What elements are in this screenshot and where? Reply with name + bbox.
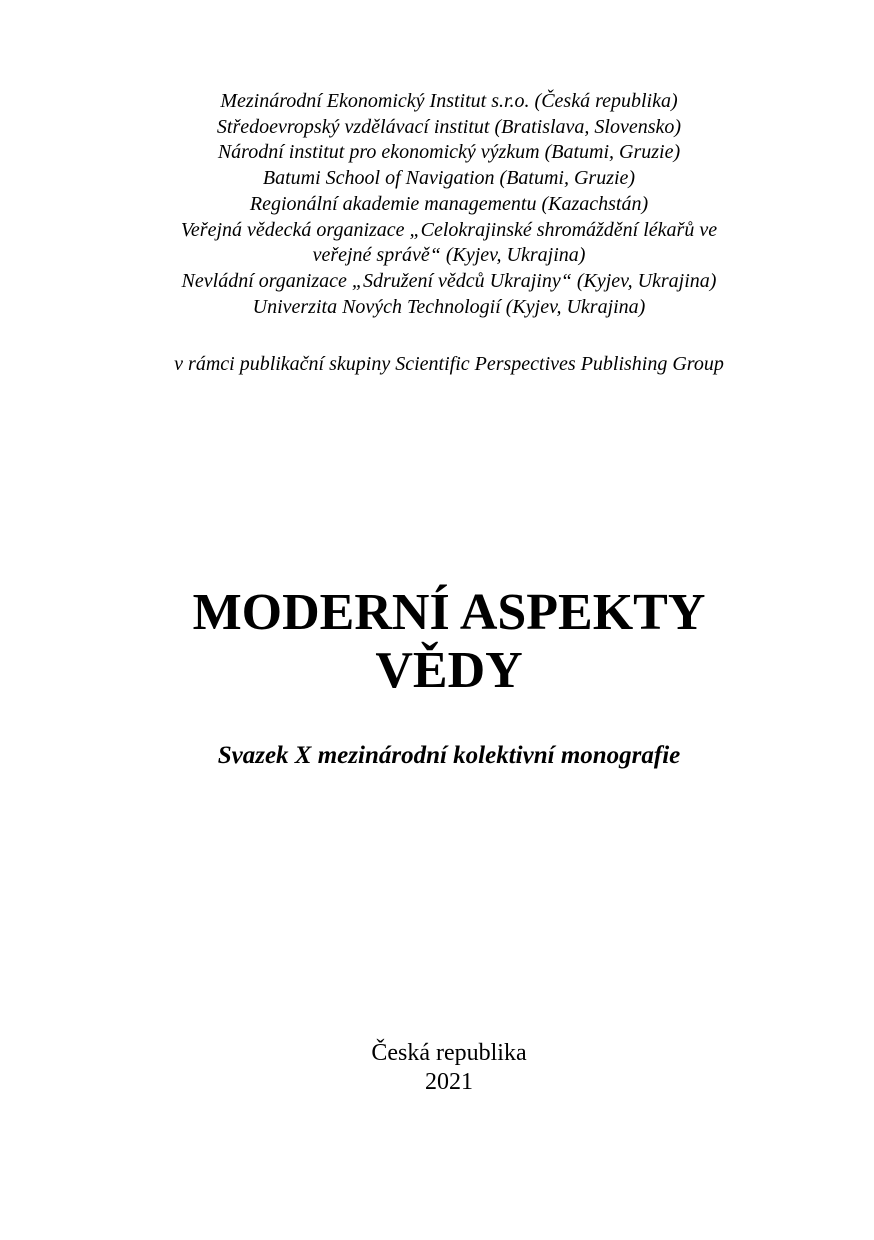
institution-line: Národní institut pro ekonomický výzkum (Batumi, Gruzie) bbox=[217, 141, 681, 164]
imprint bbox=[0, 1039, 874, 1097]
institution-line: Nevládní organizace „Sdružení vědců Ukrajiny“ (Kyjev, Ukrajina) bbox=[181, 269, 717, 292]
book-title-line-1: MODERNÍ ASPEKTY bbox=[192, 584, 706, 641]
imprint-year: 2021 bbox=[425, 1069, 473, 1095]
institution-line: Mezinárodní Ekonomický Institut s.r.o. (Česká republika) bbox=[220, 90, 678, 112]
publisher-line: v rámci publikační skupiny Scientific Perspectives Publishing Group bbox=[174, 353, 724, 375]
institutions-list bbox=[0, 89, 874, 320]
institution-line: Středoevropský vzdělávací institut (Bratislava, Slovensko) bbox=[216, 115, 682, 138]
institution-line: veřejné správě“ (Kyjev, Ukrajina) bbox=[312, 244, 586, 267]
institution-line: Univerzita Nových Technologií (Kyjev, Ukrajina) bbox=[252, 295, 646, 318]
institution-line: Veřejná vědecká organizace „Celokrajinské shromáždění lékařů ve bbox=[180, 218, 718, 241]
institution-line: Batumi School of Navigation (Batumi, Gruzie) bbox=[262, 167, 636, 190]
book-title-line-2: VĚDY bbox=[375, 642, 523, 699]
book-title bbox=[0, 584, 874, 700]
book-subtitle: Svazek X mezinárodní kolektivní monografie bbox=[217, 742, 681, 769]
imprint-country: Česká republika bbox=[371, 1040, 527, 1066]
institution-line: Regionální akademie managementu (Kazachstán) bbox=[249, 192, 649, 215]
